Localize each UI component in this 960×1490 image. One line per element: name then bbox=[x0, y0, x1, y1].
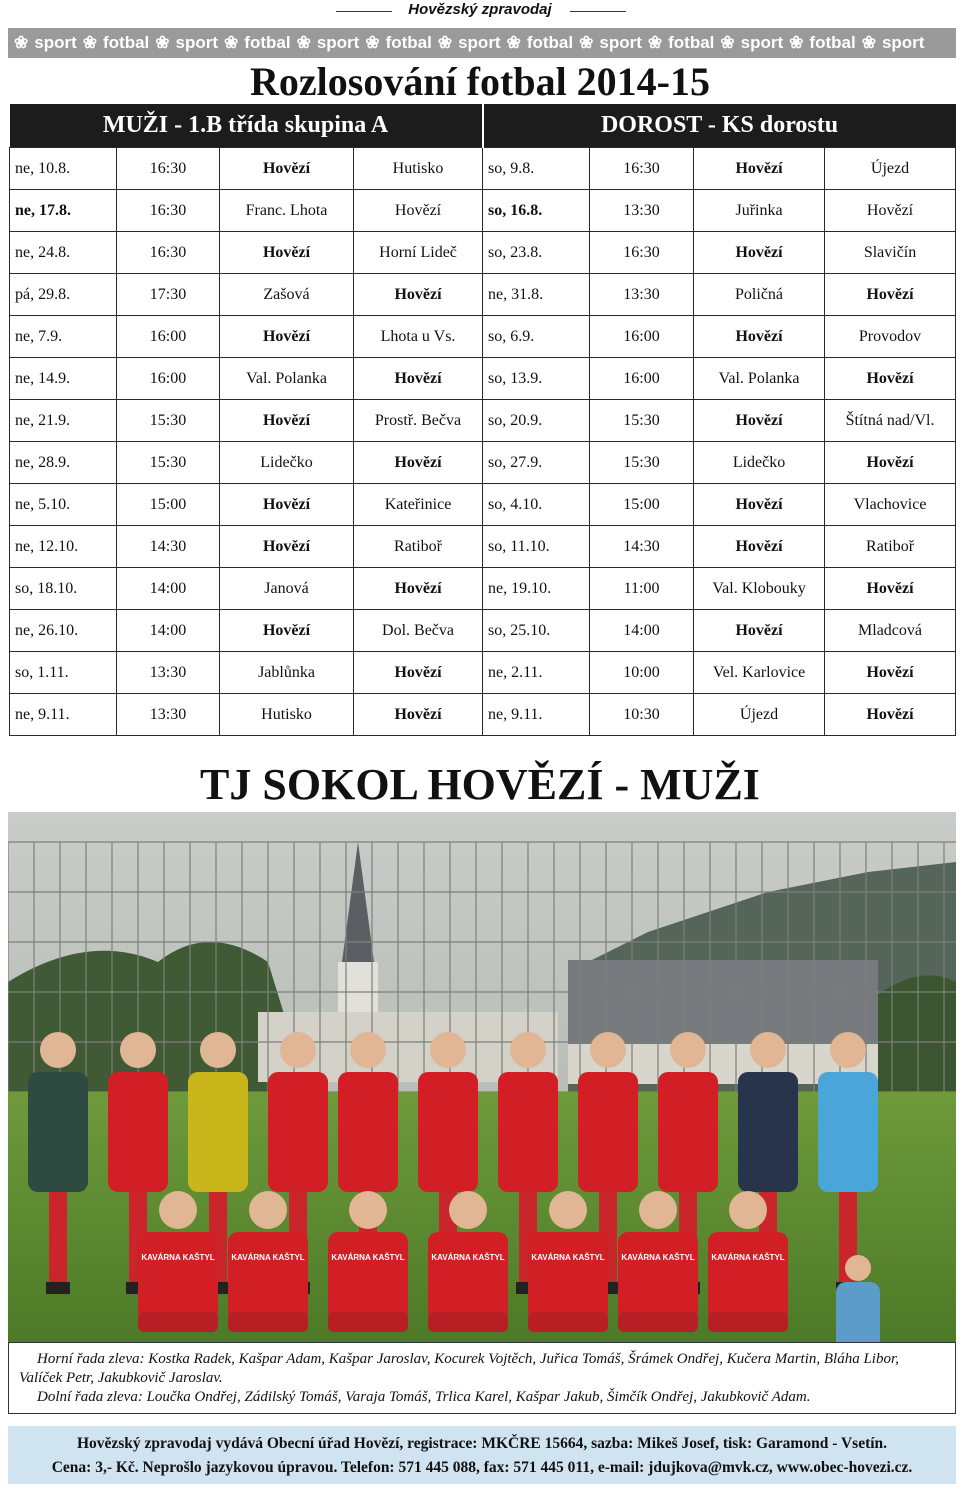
men-home-team: Hovězí bbox=[220, 484, 354, 526]
youth-match-time: 16:30 bbox=[590, 232, 694, 274]
youth-match-time: 13:30 bbox=[590, 190, 694, 232]
youth-match-date: so, 27.9. bbox=[483, 442, 590, 484]
player-shirt bbox=[28, 1072, 88, 1192]
schedule-row bbox=[10, 526, 956, 568]
player-head bbox=[430, 1032, 466, 1068]
men-match-time: 15:30 bbox=[117, 442, 220, 484]
youth-home-team: Poličná bbox=[694, 274, 825, 316]
photo-caption bbox=[8, 1342, 956, 1414]
youth-away-team: Újezd bbox=[825, 148, 956, 190]
player-head bbox=[249, 1191, 287, 1229]
flower-icon: ❀ bbox=[14, 33, 29, 52]
player-head bbox=[280, 1032, 316, 1068]
men-away-team: Kateřinice bbox=[354, 484, 483, 526]
footer-contact: Cena: 3,- Kč. Neprošlo jazykovou úpravou. Telefon: 571 445 088, fax: 571 445 011, e-mail: jdujkova@mvk.cz, www.obec-hovezi.cz. bbox=[51, 1459, 913, 1476]
player-legs bbox=[228, 1312, 308, 1332]
player-shirt bbox=[228, 1232, 308, 1322]
men-away-team: Hovězí bbox=[354, 568, 483, 610]
player-head bbox=[120, 1032, 156, 1068]
youth-away-team: Hovězí bbox=[825, 652, 956, 694]
men-home-team: Lidečko bbox=[220, 442, 354, 484]
men-match-time: 13:30 bbox=[117, 652, 220, 694]
youth-match-time: 16:00 bbox=[590, 358, 694, 400]
youth-away-team: Hovězí bbox=[825, 568, 956, 610]
player-head bbox=[750, 1032, 786, 1068]
jersey-text: KAVÁRNA KAŠTYL bbox=[531, 1253, 605, 1262]
player-head bbox=[830, 1032, 866, 1068]
jersey-text: KAVÁRNA KAŠTYL bbox=[621, 1253, 695, 1262]
youth-match-date: so, 23.8. bbox=[483, 232, 590, 274]
flower-icon: ❀ bbox=[720, 33, 735, 52]
schedule-row bbox=[10, 274, 956, 316]
player-shirt bbox=[578, 1072, 638, 1192]
men-away-team: Prostř. Bečva bbox=[354, 400, 483, 442]
schedule-row bbox=[10, 694, 956, 736]
men-home-team: Zašová bbox=[220, 274, 354, 316]
flower-icon: ❀ bbox=[437, 33, 453, 52]
player-shirt bbox=[658, 1072, 718, 1192]
youth-away-team: Mladcová bbox=[825, 610, 956, 652]
youth-home-team: Juřinka bbox=[694, 190, 825, 232]
youth-match-date: so, 6.9. bbox=[483, 316, 590, 358]
band-word: sport bbox=[34, 33, 77, 52]
header-rule-right bbox=[570, 11, 626, 12]
men-home-team: Janová bbox=[220, 568, 354, 610]
youth-home-team: Vel. Karlovice bbox=[694, 652, 825, 694]
men-match-time: 15:00 bbox=[117, 484, 220, 526]
men-away-team: Hovězí bbox=[354, 358, 483, 400]
men-away-team: Hovězí bbox=[354, 694, 483, 736]
flower-icon: ❀ bbox=[365, 33, 380, 52]
men-match-time: 14:30 bbox=[117, 526, 220, 568]
page-title: Rozlosování fotbal 2014-15 bbox=[250, 59, 710, 104]
men-away-team: Hutisko bbox=[354, 148, 483, 190]
schedule-row bbox=[10, 400, 956, 442]
men-match-date: ne, 7.9. bbox=[10, 316, 117, 358]
youth-match-date: so, 16.8. bbox=[483, 190, 590, 232]
men-home-team: Hovězí bbox=[220, 316, 354, 358]
player-head bbox=[449, 1191, 487, 1229]
men-away-team: Hovězí bbox=[354, 442, 483, 484]
men-match-date: ne, 9.11. bbox=[10, 694, 117, 736]
men-match-time: 16:00 bbox=[117, 316, 220, 358]
player-head bbox=[549, 1191, 587, 1229]
flower-icon: ❀ bbox=[506, 33, 521, 52]
youth-away-team: Hovězí bbox=[825, 190, 956, 232]
men-match-date: ne, 26.10. bbox=[10, 610, 117, 652]
men-match-time: 17:30 bbox=[117, 274, 220, 316]
flower-icon: ❀ bbox=[155, 33, 170, 52]
youth-match-date: ne, 31.8. bbox=[483, 274, 590, 316]
men-away-team: Hovězí bbox=[354, 274, 483, 316]
men-match-date: ne, 12.10. bbox=[10, 526, 117, 568]
team-photo bbox=[8, 812, 956, 1342]
caption-bottom-row: Dolní řada zleva: Loučka Ondřej, Zádilský Tomáš, Varaja Tomáš, Trlica Karel, Kašpar Jakub, Šimčík Ondřej, Jakubkovič Adam. bbox=[37, 1389, 811, 1405]
youth-away-team: Provodov bbox=[825, 316, 956, 358]
men-match-date: ne, 28.9. bbox=[10, 442, 117, 484]
flower-icon: ❀ bbox=[82, 33, 97, 52]
youth-match-time: 10:30 bbox=[590, 694, 694, 736]
player-shirt bbox=[428, 1232, 508, 1322]
men-match-date: ne, 24.8. bbox=[10, 232, 117, 274]
player-shirt bbox=[138, 1232, 218, 1322]
jersey-text: KAVÁRNA KAŠTYL bbox=[711, 1253, 785, 1262]
player-shirt bbox=[738, 1072, 798, 1192]
newsletter-name: Hovězský zpravodaj bbox=[408, 1, 552, 18]
men-home-team: Franc. Lhota bbox=[220, 190, 354, 232]
youth-away-team: Hovězí bbox=[825, 694, 956, 736]
youth-home-team: Hovězí bbox=[694, 610, 825, 652]
youth-home-team: Hovězí bbox=[694, 484, 825, 526]
youth-section-heading: DOROST - KS dorostu bbox=[483, 104, 956, 148]
youth-match-date: so, 13.9. bbox=[483, 358, 590, 400]
men-match-time: 14:00 bbox=[117, 568, 220, 610]
flower-icon: ❀ bbox=[789, 33, 804, 52]
youth-home-team: Hovězí bbox=[694, 148, 825, 190]
youth-match-time: 13:30 bbox=[590, 274, 694, 316]
player-head bbox=[639, 1191, 677, 1229]
youth-away-team: Slavičín bbox=[825, 232, 956, 274]
player-shirt bbox=[836, 1282, 880, 1342]
player-head bbox=[510, 1032, 546, 1068]
schedule-row bbox=[10, 316, 956, 358]
youth-home-team: Újezd bbox=[694, 694, 825, 736]
youth-match-time: 10:00 bbox=[590, 652, 694, 694]
youth-home-team: Val. Klobouky bbox=[694, 568, 825, 610]
youth-match-date: so, 9.8. bbox=[483, 148, 590, 190]
jersey-text: KAVÁRNA KAŠTYL bbox=[141, 1253, 215, 1262]
youth-away-team: Ratiboř bbox=[825, 526, 956, 568]
youth-match-time: 16:00 bbox=[590, 316, 694, 358]
band-word: fotbal bbox=[809, 33, 856, 52]
men-match-time: 14:00 bbox=[117, 610, 220, 652]
player-shirt bbox=[338, 1072, 398, 1192]
youth-match-date: so, 11.10. bbox=[483, 526, 590, 568]
jersey-text: KAVÁRNA KAŠTYL bbox=[231, 1253, 305, 1262]
band-word: sport bbox=[175, 33, 219, 52]
men-home-team: Hovězí bbox=[220, 400, 354, 442]
men-away-team: Horní Lideč bbox=[354, 232, 483, 274]
youth-home-team: Hovězí bbox=[694, 316, 825, 358]
men-match-date: ne, 14.9. bbox=[10, 358, 117, 400]
player-shirt bbox=[818, 1072, 878, 1192]
band-word: fotbal bbox=[668, 33, 715, 52]
player-shoes bbox=[46, 1282, 70, 1294]
player-shirt bbox=[108, 1072, 168, 1192]
youth-away-team: Hovězí bbox=[825, 442, 956, 484]
player-head bbox=[845, 1255, 871, 1281]
player-shirt bbox=[528, 1232, 608, 1322]
trees-right bbox=[868, 975, 956, 1102]
player-shirt bbox=[188, 1072, 248, 1192]
men-match-date: ne, 10.8. bbox=[10, 148, 117, 190]
player-shirt bbox=[268, 1072, 328, 1192]
player-legs bbox=[618, 1312, 698, 1332]
men-home-team: Hutisko bbox=[220, 694, 354, 736]
men-home-team: Hovězí bbox=[220, 526, 354, 568]
player-legs bbox=[138, 1312, 218, 1332]
youth-away-team: Hovězí bbox=[825, 358, 956, 400]
team-photo-illustration bbox=[8, 812, 956, 1342]
men-away-team: Dol. Bečva bbox=[354, 610, 483, 652]
youth-match-date: so, 4.10. bbox=[483, 484, 590, 526]
youth-home-team: Lidečko bbox=[694, 442, 825, 484]
player-legs bbox=[528, 1312, 608, 1332]
schedule-row bbox=[10, 190, 956, 232]
newsletter-header bbox=[0, 0, 960, 26]
men-away-team: Hovězí bbox=[354, 190, 483, 232]
men-match-date: ne, 5.10. bbox=[10, 484, 117, 526]
youth-match-date: ne, 2.11. bbox=[483, 652, 590, 694]
men-match-time: 16:30 bbox=[117, 232, 220, 274]
men-match-time: 13:30 bbox=[117, 694, 220, 736]
schedule-row bbox=[10, 484, 956, 526]
men-match-date: pá, 29.8. bbox=[10, 274, 117, 316]
schedule-row bbox=[10, 652, 956, 694]
player-legs bbox=[708, 1312, 788, 1332]
player-shirt bbox=[708, 1232, 788, 1322]
band-word: fotbal bbox=[385, 33, 432, 52]
band-word: sport bbox=[740, 33, 784, 52]
men-match-time: 16:00 bbox=[117, 358, 220, 400]
youth-away-team: Hovězí bbox=[825, 274, 956, 316]
youth-home-team: Hovězí bbox=[694, 400, 825, 442]
men-match-date: so, 1.11. bbox=[10, 652, 117, 694]
schedule-row bbox=[10, 232, 956, 274]
band-word: sport bbox=[881, 33, 925, 52]
player-head bbox=[670, 1032, 706, 1068]
men-match-time: 16:30 bbox=[117, 190, 220, 232]
flower-icon: ❀ bbox=[579, 33, 594, 52]
player-shirt bbox=[418, 1072, 478, 1192]
youth-match-time: 15:30 bbox=[590, 442, 694, 484]
schedule-row bbox=[10, 610, 956, 652]
player-shirt bbox=[618, 1232, 698, 1322]
player-head bbox=[590, 1032, 626, 1068]
player-legs bbox=[428, 1312, 508, 1332]
player-head bbox=[350, 1032, 386, 1068]
youth-away-team: Vlachovice bbox=[825, 484, 956, 526]
men-home-team: Val. Polanka bbox=[220, 358, 354, 400]
band-word: fotbal bbox=[103, 33, 150, 52]
youth-match-time: 15:00 bbox=[590, 484, 694, 526]
schedule-row bbox=[10, 568, 956, 610]
band-word: fotbal bbox=[526, 33, 574, 52]
player-head bbox=[200, 1032, 236, 1068]
footer-publisher: Hovězský zpravodaj vydává Obecní úřad Hovězí, registrace: MKČRE 15664, sazba: Mikeš Josef, tisk: Garamond - Vsetín. bbox=[76, 1435, 888, 1452]
youth-match-time: 14:30 bbox=[590, 526, 694, 568]
jersey-text: KAVÁRNA KAŠTYL bbox=[431, 1253, 505, 1262]
player-shirt bbox=[498, 1072, 558, 1192]
player-head bbox=[159, 1191, 197, 1229]
men-match-date: ne, 17.8. bbox=[10, 190, 117, 232]
men-match-time: 15:30 bbox=[117, 400, 220, 442]
youth-match-date: so, 20.9. bbox=[483, 400, 590, 442]
men-home-team: Hovězí bbox=[220, 610, 354, 652]
band-word: sport bbox=[599, 33, 642, 52]
team-title: TJ SOKOL HOVĚZÍ - MUŽI bbox=[200, 760, 760, 809]
men-home-team: Hovězí bbox=[220, 232, 354, 274]
jersey-text: KAVÁRNA KAŠTYL bbox=[331, 1253, 405, 1262]
band-word: fotbal bbox=[244, 33, 291, 52]
schedule-row bbox=[10, 148, 956, 190]
youth-match-time: 11:00 bbox=[590, 568, 694, 610]
player-legs bbox=[328, 1312, 408, 1332]
men-home-team: Jablůnka bbox=[220, 652, 354, 694]
schedule-row bbox=[10, 442, 956, 484]
player-head bbox=[40, 1032, 76, 1068]
flower-icon: ❀ bbox=[647, 33, 663, 52]
band-word: sport bbox=[458, 33, 501, 52]
men-home-team: Hovězí bbox=[220, 148, 354, 190]
schedule-header-row bbox=[10, 104, 956, 148]
youth-match-date: ne, 9.11. bbox=[483, 694, 590, 736]
youth-home-team: Hovězí bbox=[694, 526, 825, 568]
youth-home-team: Hovězí bbox=[694, 232, 825, 274]
flower-icon: ❀ bbox=[861, 33, 876, 52]
men-match-date: ne, 21.9. bbox=[10, 400, 117, 442]
player-shirt bbox=[328, 1232, 408, 1322]
youth-match-time: 14:00 bbox=[590, 610, 694, 652]
youth-match-date: so, 25.10. bbox=[483, 610, 590, 652]
band-word: sport bbox=[316, 33, 360, 52]
men-match-date: so, 18.10. bbox=[10, 568, 117, 610]
men-away-team: Hovězí bbox=[354, 652, 483, 694]
schedule-row bbox=[10, 358, 956, 400]
youth-home-team: Val. Polanka bbox=[694, 358, 825, 400]
youth-match-time: 15:30 bbox=[590, 400, 694, 442]
youth-away-team: Štítná nad/Vl. bbox=[825, 400, 956, 442]
men-section-heading: MUŽI - 1.B třída skupina A bbox=[10, 104, 483, 148]
player-head bbox=[729, 1191, 767, 1229]
sport-band bbox=[8, 28, 956, 58]
youth-match-time: 16:30 bbox=[590, 148, 694, 190]
men-away-team: Lhota u Vs. bbox=[354, 316, 483, 358]
men-away-team: Ratiboř bbox=[354, 526, 483, 568]
caption-top-row: Horní řada zleva: Kostka Radek, Kašpar Adam, Kašpar Jaroslav, Kocurek Vojtěch, Juřica Tomáš, Šrámek Ondřej, Kučera Martin, Bláha Libor, Valíček Petr, Jakubkovič Jaroslav. bbox=[19, 1351, 899, 1386]
schedule-table bbox=[9, 104, 956, 736]
youth-match-date: ne, 19.10. bbox=[483, 568, 590, 610]
footer bbox=[8, 1426, 956, 1484]
players bbox=[28, 1032, 880, 1342]
men-match-time: 16:30 bbox=[117, 148, 220, 190]
flower-icon: ❀ bbox=[224, 33, 239, 52]
player-head bbox=[349, 1191, 387, 1229]
flower-icon: ❀ bbox=[296, 33, 311, 52]
